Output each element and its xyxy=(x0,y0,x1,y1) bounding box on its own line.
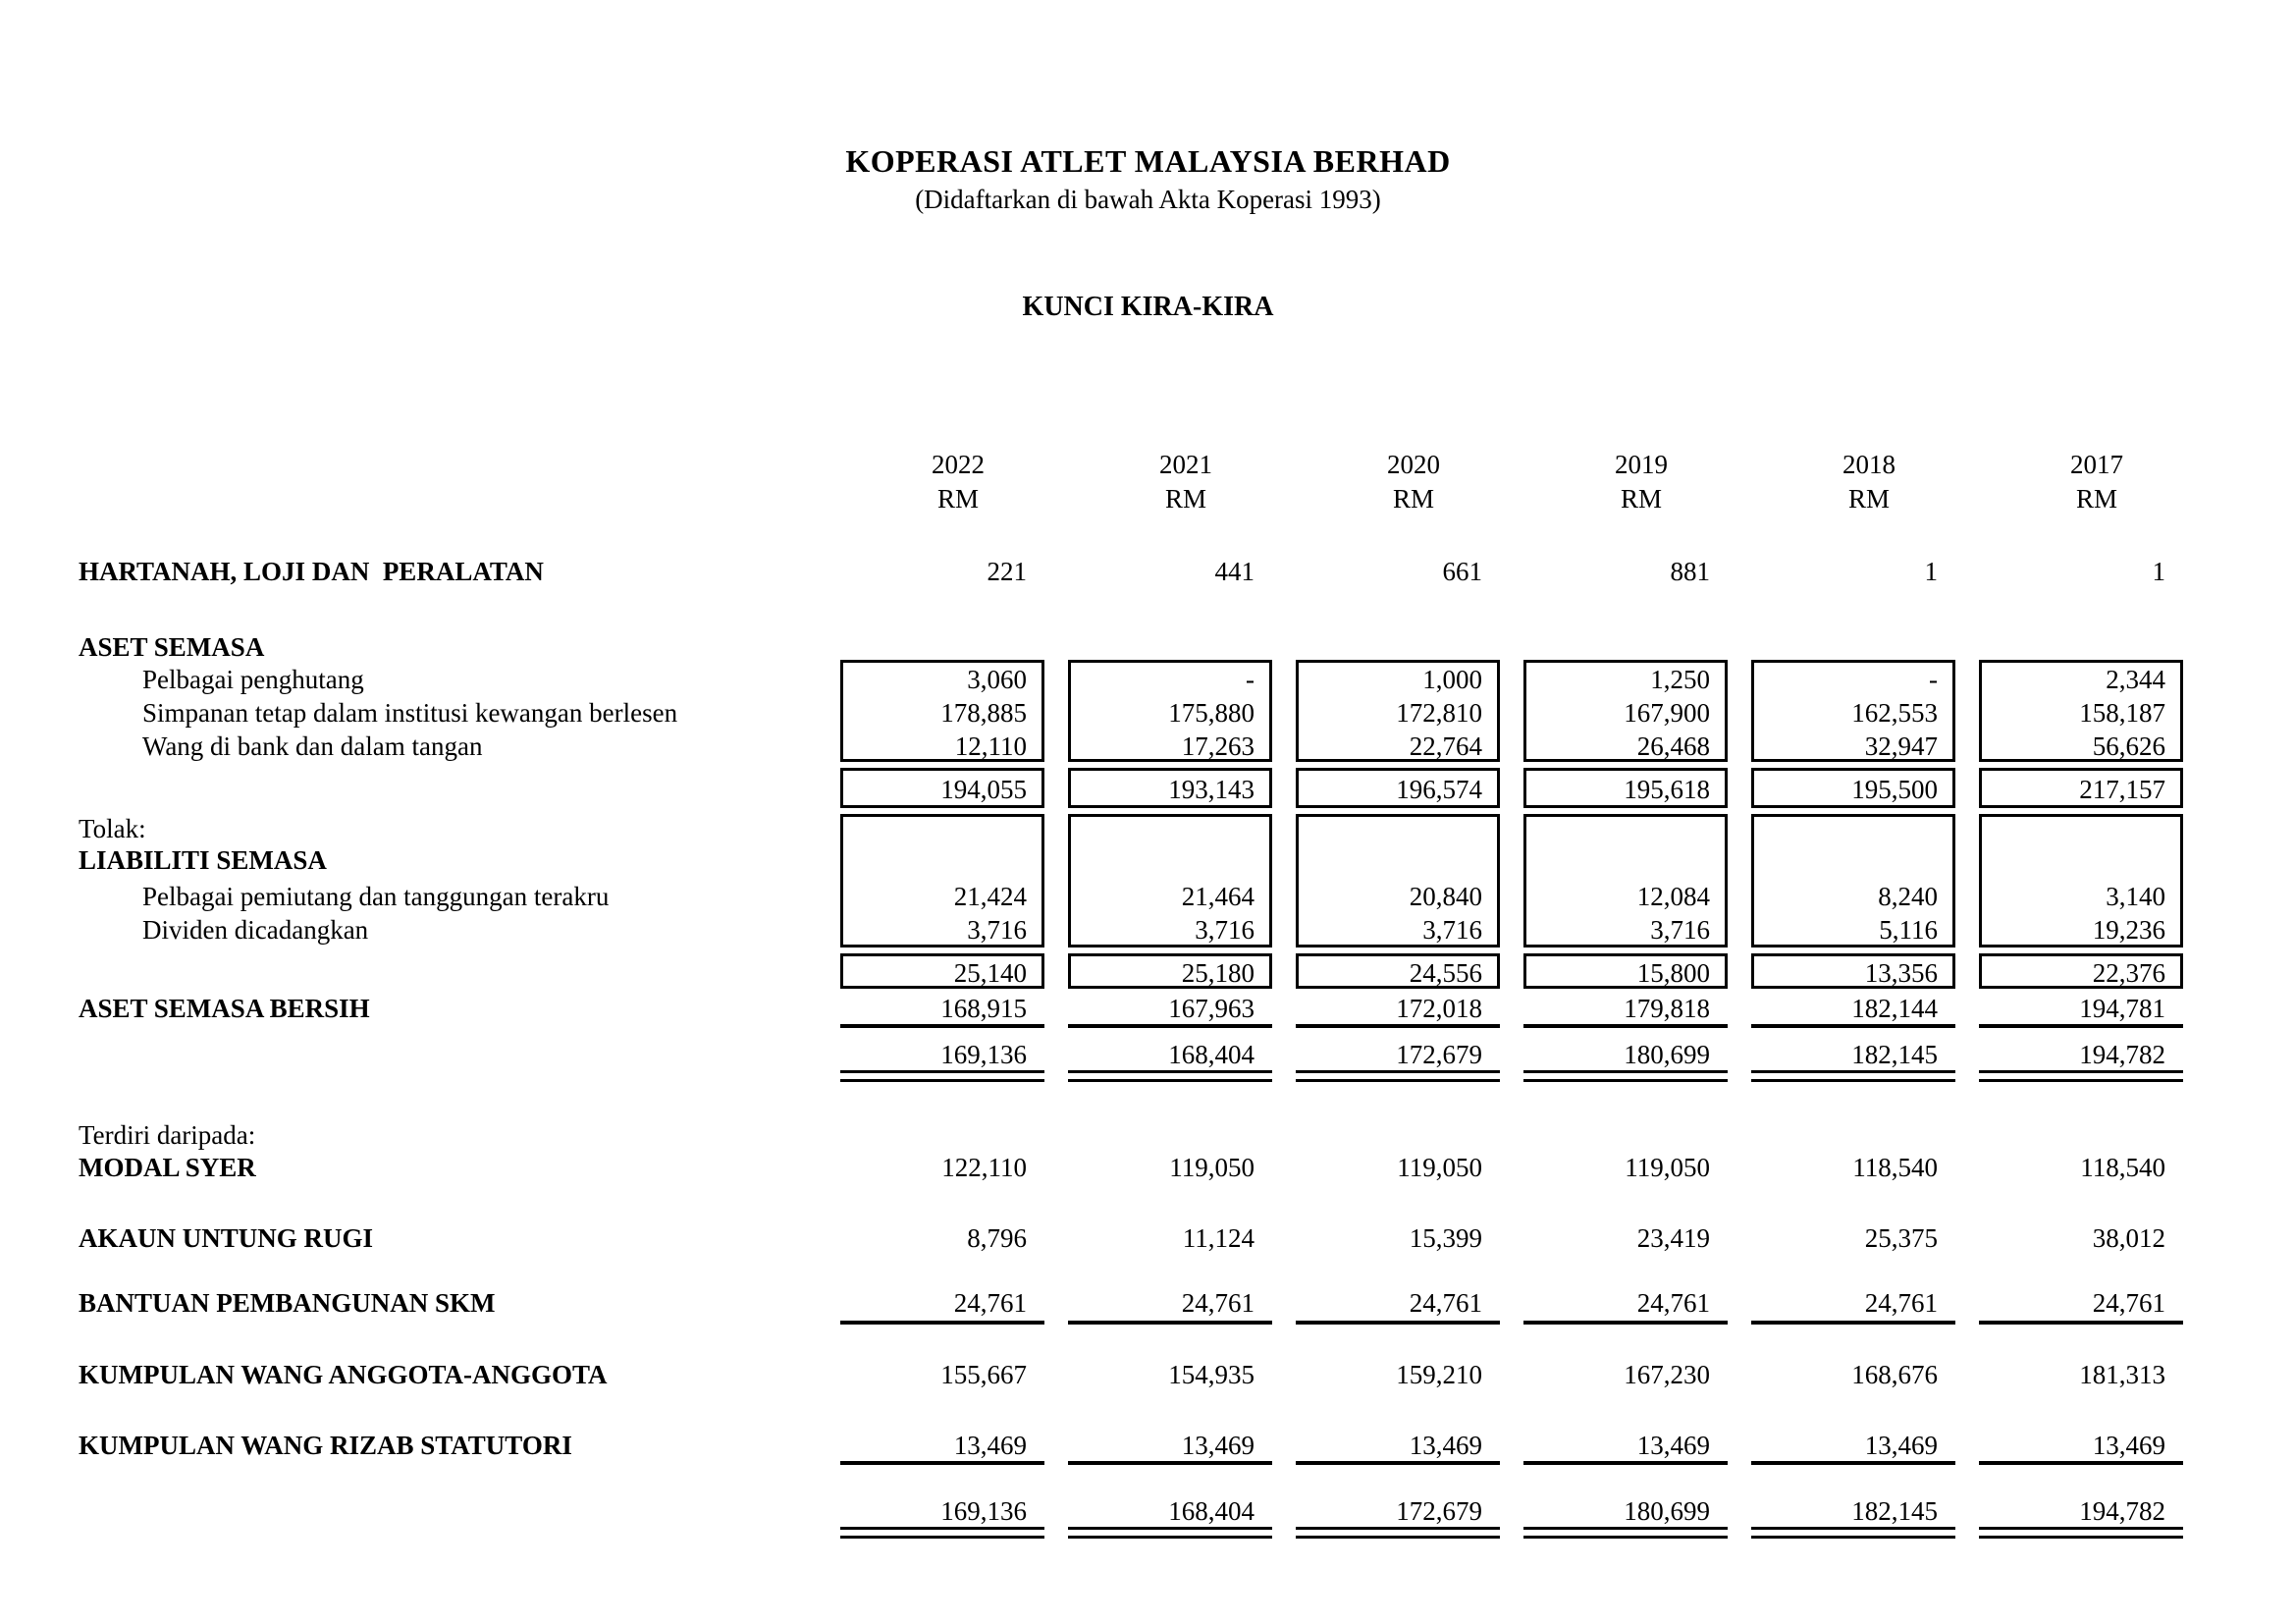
value-cell: 13,469 xyxy=(1864,1431,1938,1460)
value-cell: 158,187 xyxy=(2079,698,2165,728)
value-cell: 181,313 xyxy=(2079,1360,2165,1389)
year-column-header-2019 xyxy=(1543,448,1739,516)
subtotal-cell: 193,143 xyxy=(1168,775,1255,804)
value-cell: 441 xyxy=(1214,557,1255,586)
double-rule xyxy=(1751,1527,1955,1539)
page-subtitle: (Didaftarkan di bawah Akta Koperasi 1993) xyxy=(915,185,1381,214)
row-kumpulan-rizab xyxy=(0,1430,2296,1463)
row-hartanah xyxy=(0,556,2296,589)
value-cell: 1 xyxy=(1924,557,1938,586)
subtotal-cell: 25,140 xyxy=(953,958,1027,988)
value-cell: - xyxy=(1929,665,1938,694)
total-cell: 194,782 xyxy=(2079,1496,2165,1526)
single-rule xyxy=(840,1461,1044,1465)
value-cell: 25,375 xyxy=(1864,1223,1938,1253)
value-cell: 26,468 xyxy=(1636,731,1710,761)
section-label-aset-semasa: ASET SEMASA xyxy=(79,632,265,662)
subtotal-cell: 15,800 xyxy=(1636,958,1710,988)
value-cell: 38,012 xyxy=(2092,1223,2165,1253)
row-jumlah-aset-semasa xyxy=(0,774,2296,807)
value-cell: 118,540 xyxy=(1852,1153,1938,1182)
row-dividen xyxy=(0,914,2296,947)
value-cell: 24,761 xyxy=(1864,1288,1938,1318)
total-cell: 168,404 xyxy=(1168,1040,1255,1069)
value-cell: 13,469 xyxy=(2092,1431,2165,1460)
single-rule xyxy=(1523,1321,1728,1325)
total-cell: 180,699 xyxy=(1624,1496,1710,1526)
subtotal-cell: 13,356 xyxy=(1864,958,1938,988)
value-cell: 23,419 xyxy=(1636,1223,1710,1253)
section-label-liabiliti-semasa: LIABILITI SEMASA xyxy=(79,845,327,875)
double-rule xyxy=(840,1070,1044,1082)
value-cell: 8,796 xyxy=(967,1223,1027,1253)
value-cell: 881 xyxy=(1670,557,1710,586)
row-aset-semasa-bersih xyxy=(0,993,2296,1026)
total-cell: 180,699 xyxy=(1624,1040,1710,1069)
double-rule xyxy=(1523,1527,1728,1539)
total-cell: 182,145 xyxy=(1851,1040,1938,1069)
row-label-pelbagai-penghutang: Pelbagai penghutang xyxy=(142,665,364,694)
value-cell: 167,230 xyxy=(1624,1360,1710,1389)
row-bantuan-skm xyxy=(0,1287,2296,1321)
value-cell: 1,250 xyxy=(1650,665,1710,694)
value-cell: 175,880 xyxy=(1168,698,1255,728)
row-label-kumpulan-rizab: KUMPULAN WANG RIZAB STATUTORI xyxy=(79,1431,572,1460)
subtotal-cell: 22,376 xyxy=(2092,958,2165,988)
year-label: 2020 xyxy=(1387,450,1440,479)
double-rule xyxy=(1296,1527,1500,1539)
double-rule xyxy=(1068,1070,1272,1082)
value-cell: 154,935 xyxy=(1168,1360,1255,1389)
value-cell: 168,676 xyxy=(1851,1360,1938,1389)
value-cell: 15,399 xyxy=(1409,1223,1482,1253)
value-cell: 2,344 xyxy=(2106,665,2165,694)
year-column-header-2021 xyxy=(1088,448,1284,516)
subtotal-cell: 194,055 xyxy=(940,775,1027,804)
single-rule xyxy=(1296,1024,1500,1028)
value-cell: 21,424 xyxy=(953,882,1027,911)
value-cell: 172,810 xyxy=(1396,698,1482,728)
row-jumlah-liabiliti xyxy=(0,957,2296,991)
value-cell: 122,110 xyxy=(941,1153,1027,1182)
value-cell: 12,084 xyxy=(1636,882,1710,911)
currency-label: RM xyxy=(1620,484,1663,514)
value-cell: 8,240 xyxy=(1878,882,1938,911)
value-cell: 24,761 xyxy=(1409,1288,1482,1318)
year-label: 2022 xyxy=(932,450,985,479)
currency-label: RM xyxy=(1847,484,1891,514)
currency-label: RM xyxy=(2075,484,2118,514)
value-cell: - xyxy=(1246,665,1255,694)
value-cell: 3,716 xyxy=(1422,915,1482,945)
value-cell: 24,761 xyxy=(953,1288,1027,1318)
double-rule xyxy=(1751,1070,1955,1082)
currency-label: RM xyxy=(936,484,980,514)
value-cell: 24,761 xyxy=(1181,1288,1255,1318)
row-pelbagai-penghutang xyxy=(0,664,2296,697)
row-kumpulan-anggota xyxy=(0,1359,2296,1392)
statement-title: KUNCI KIRA-KIRA xyxy=(1022,292,1274,322)
row-jumlah-bersih xyxy=(0,1039,2296,1072)
value-cell: 221 xyxy=(987,557,1027,586)
row-label-pelbagai-pemiutang: Pelbagai pemiutang dan tanggungan terakru xyxy=(142,882,610,911)
row-jumlah-akhir xyxy=(0,1495,2296,1529)
value-cell: 22,764 xyxy=(1409,731,1482,761)
single-rule xyxy=(840,1024,1044,1028)
value-cell: 17,263 xyxy=(1181,731,1255,761)
year-label: 2018 xyxy=(1842,450,1896,479)
total-cell: 172,679 xyxy=(1396,1040,1482,1069)
value-cell: 179,818 xyxy=(1624,994,1710,1023)
total-cell: 169,136 xyxy=(940,1496,1027,1526)
value-cell: 1 xyxy=(2152,557,2165,586)
value-cell: 13,469 xyxy=(1409,1431,1482,1460)
single-rule xyxy=(1296,1461,1500,1465)
value-cell: 3,060 xyxy=(967,665,1027,694)
subtotal-cell: 24,556 xyxy=(1409,958,1482,988)
single-rule xyxy=(840,1321,1044,1325)
year-label: 2017 xyxy=(2070,450,2123,479)
year-column-header-2017 xyxy=(1999,448,2195,516)
row-simpanan-tetap xyxy=(0,697,2296,731)
total-cell: 172,679 xyxy=(1396,1496,1482,1526)
row-terdiri xyxy=(0,1119,2296,1153)
row-label-terdiri: Terdiri daripada: xyxy=(79,1120,256,1150)
double-rule xyxy=(840,1527,1044,1539)
value-cell: 178,885 xyxy=(940,698,1027,728)
value-cell: 182,144 xyxy=(1851,994,1938,1023)
total-cell: 168,404 xyxy=(1168,1496,1255,1526)
row-pelbagai-pemiutang xyxy=(0,881,2296,914)
value-cell: 3,716 xyxy=(1650,915,1710,945)
row-label-bantuan-skm: BANTUAN PEMBANGUNAN SKM xyxy=(79,1288,496,1318)
value-cell: 194,781 xyxy=(2079,994,2165,1023)
double-rule xyxy=(1979,1527,2183,1539)
year-column-header-2020 xyxy=(1315,448,1512,516)
row-label-modal-syer: MODAL SYER xyxy=(79,1153,256,1182)
row-wang-di-bank xyxy=(0,731,2296,764)
subtotal-cell: 195,500 xyxy=(1851,775,1938,804)
single-rule xyxy=(1068,1461,1272,1465)
value-cell: 19,236 xyxy=(2092,915,2165,945)
single-rule xyxy=(1751,1461,1955,1465)
value-cell: 56,626 xyxy=(2092,731,2165,761)
value-cell: 168,915 xyxy=(940,994,1027,1023)
page-title: KOPERASI ATLET MALAYSIA BERHAD xyxy=(845,143,1451,179)
row-aset-semasa-header xyxy=(0,631,2296,665)
row-label-tolak: Tolak: xyxy=(79,814,146,843)
value-cell: 167,900 xyxy=(1624,698,1710,728)
value-cell: 3,140 xyxy=(2106,882,2165,911)
value-cell: 13,469 xyxy=(953,1431,1027,1460)
value-cell: 24,761 xyxy=(1636,1288,1710,1318)
value-cell: 167,963 xyxy=(1168,994,1255,1023)
double-rule xyxy=(1296,1070,1500,1082)
row-label-hartanah: HARTANAH, LOJI DAN PERALATAN xyxy=(79,557,544,586)
value-cell: 3,716 xyxy=(1195,915,1255,945)
row-tolak xyxy=(0,813,2296,846)
double-rule xyxy=(1523,1070,1728,1082)
value-cell: 162,553 xyxy=(1851,698,1938,728)
value-cell: 119,050 xyxy=(1397,1153,1482,1182)
value-cell: 159,210 xyxy=(1396,1360,1482,1389)
subtotal-cell: 195,618 xyxy=(1624,775,1710,804)
year-label: 2021 xyxy=(1159,450,1212,479)
subtotal-cell: 217,157 xyxy=(2079,775,2165,804)
value-cell: 5,116 xyxy=(1879,915,1938,945)
row-label-wang-di-bank: Wang di bank dan dalam tangan xyxy=(142,731,483,761)
value-cell: 119,050 xyxy=(1625,1153,1710,1182)
subtotal-cell: 25,180 xyxy=(1181,958,1255,988)
value-cell: 21,464 xyxy=(1181,882,1255,911)
single-rule xyxy=(1751,1321,1955,1325)
value-cell: 155,667 xyxy=(940,1360,1027,1389)
value-cell: 1,000 xyxy=(1422,665,1482,694)
year-column-header-2022 xyxy=(860,448,1056,516)
total-cell: 182,145 xyxy=(1851,1496,1938,1526)
value-cell: 661 xyxy=(1442,557,1482,586)
row-modal-syer xyxy=(0,1152,2296,1185)
single-rule xyxy=(1068,1024,1272,1028)
double-rule xyxy=(1068,1527,1272,1539)
value-cell: 13,469 xyxy=(1636,1431,1710,1460)
currency-label: RM xyxy=(1392,484,1435,514)
total-cell: 169,136 xyxy=(940,1040,1027,1069)
row-label-kumpulan-anggota: KUMPULAN WANG ANGGOTA-ANGGOTA xyxy=(79,1360,608,1389)
value-cell: 32,947 xyxy=(1864,731,1938,761)
value-cell: 12,110 xyxy=(954,731,1027,761)
single-rule xyxy=(1979,1024,2183,1028)
value-cell: 20,840 xyxy=(1409,882,1482,911)
value-cell: 13,469 xyxy=(1181,1431,1255,1460)
single-rule xyxy=(1751,1024,1955,1028)
double-rule xyxy=(1979,1070,2183,1082)
row-liabiliti-header xyxy=(0,844,2296,878)
single-rule xyxy=(1523,1024,1728,1028)
single-rule xyxy=(1979,1461,2183,1465)
value-cell: 119,050 xyxy=(1169,1153,1255,1182)
single-rule xyxy=(1068,1321,1272,1325)
single-rule xyxy=(1523,1461,1728,1465)
value-cell: 118,540 xyxy=(2080,1153,2165,1182)
row-label-aset-semasa-bersih: ASET SEMASA BERSIH xyxy=(79,994,370,1023)
row-label-dividen: Dividen dicadangkan xyxy=(142,915,369,945)
single-rule xyxy=(1296,1321,1500,1325)
value-cell: 24,761 xyxy=(2092,1288,2165,1318)
row-akaun-untung-rugi xyxy=(0,1222,2296,1256)
value-cell: 3,716 xyxy=(967,915,1027,945)
value-cell: 11,124 xyxy=(1182,1223,1255,1253)
row-label-akaun-untung-rugi: AKAUN UNTUNG RUGI xyxy=(79,1223,374,1253)
year-label: 2019 xyxy=(1615,450,1668,479)
value-cell: 172,018 xyxy=(1396,994,1482,1023)
row-label-simpanan-tetap: Simpanan tetap dalam institusi kewangan berlesen xyxy=(142,698,678,728)
total-cell: 194,782 xyxy=(2079,1040,2165,1069)
year-column-header-2018 xyxy=(1771,448,1967,516)
currency-label: RM xyxy=(1164,484,1207,514)
single-rule xyxy=(1979,1321,2183,1325)
subtotal-cell: 196,574 xyxy=(1396,775,1482,804)
